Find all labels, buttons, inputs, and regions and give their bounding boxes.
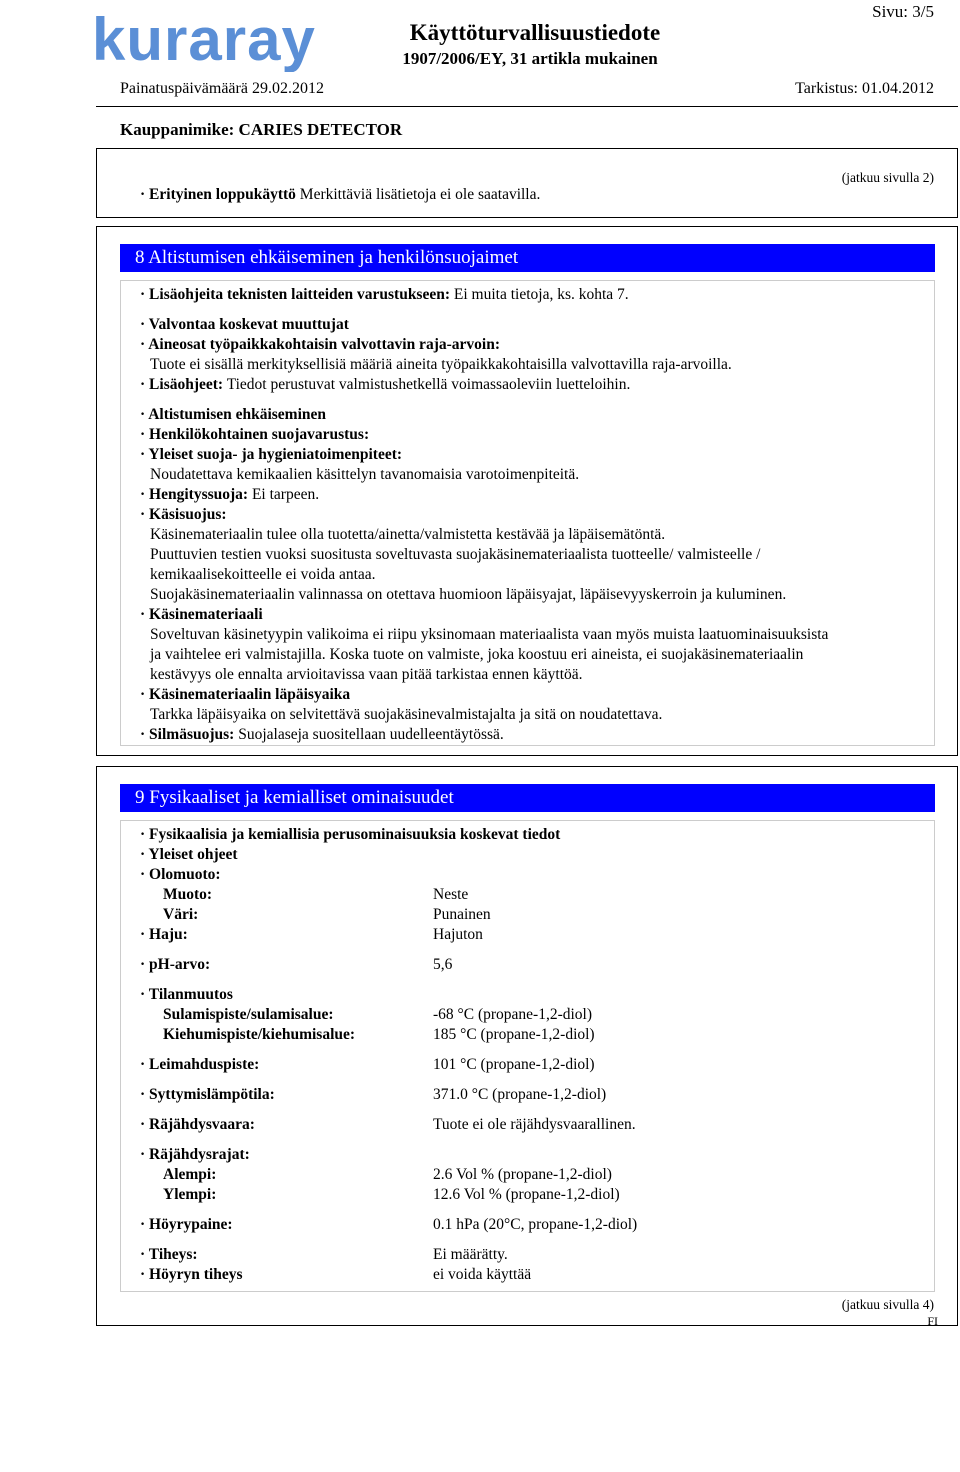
language-code: FI: [927, 1314, 938, 1328]
s9-ph-value: 5,6: [433, 956, 453, 973]
s8-limit-text: Tuote ei sisällä merkityksellisiä määriä aineita työpaikkakohtaisilla valvottavilla raja-arvoilla.: [150, 356, 732, 373]
s9-flash-label: · Leimahduspiste:: [140, 1056, 260, 1073]
s8-equipment-label: · Lisäohjeita teknisten laitteiden varustukseen:: [140, 286, 451, 303]
s8-control-params: · Valvontaa koskevat muuttujat: [140, 316, 349, 333]
s9-general: · Yleiset ohjeet: [140, 846, 238, 863]
s8-eye-line: [140, 726, 504, 744]
s8-respiratory-label: · Hengityssuoja:: [140, 486, 249, 503]
trade-name: Kauppanimike: CARIES DETECTOR: [120, 120, 403, 139]
header-divider: [96, 106, 958, 107]
s9-density-label: · Tiheys:: [140, 1246, 198, 1263]
svg-text:kuraray: kuraray: [92, 10, 316, 72]
s9-density-value: Ei määrätty.: [433, 1246, 508, 1263]
print-date: Painatuspäivämäärä 29.02.2012: [120, 80, 324, 97]
section-8-title: 8 Altistumisen ehkäiseminen ja henkilönsuojaimet: [120, 244, 935, 272]
s9-upper-value: 12.6 Vol % (propane-1,2-diol): [433, 1186, 620, 1203]
s8-exposure-controls: · Altistumisen ehkäiseminen: [140, 406, 327, 423]
s9-odor-value: Hajuton: [433, 926, 483, 943]
s8-limit-components: · Aineosat työpaikkakohtaisin valvottavin raja-arvoin:: [140, 336, 500, 353]
s9-explosion-label: · Räjähdysvaara:: [140, 1116, 255, 1133]
s9-vapour-density-label: · Höyryn tiheys: [140, 1266, 243, 1283]
s9-ignition-value: 371.0 °C (propane-1,2-diol): [433, 1086, 607, 1103]
s8-hand-text-3: kemikaalisekoitteelle ei voida antaa.: [150, 566, 376, 583]
s9-form-label: Muoto:: [163, 886, 213, 903]
s8-ppe: · Henkilökohtainen suojavarustus:: [140, 426, 370, 443]
s9-ph-label: · pH-arvo:: [140, 956, 211, 973]
s9-odor-label: · Haju:: [140, 926, 188, 943]
s8-equipment-line: [140, 286, 629, 304]
s8-glove-text-3: kestävyys ole ennalta arvioitavissa vaan pitää tarkistaa ennen käyttöä.: [150, 666, 583, 683]
s8-hand-text-4: Suojakäsinemateriaalin valinnassa on otettava huomioon läpäisyajat, läpäisevyyskerroin ja kuluminen.: [150, 586, 787, 603]
s8-glove-material: · Käsinemateriaali: [140, 606, 263, 623]
s8-hand-text-2: Puuttuvien testien vuoksi suositusta soveltuvasta suojakäsinemateriaalista tuotteelle/ valmisteelle /: [150, 546, 761, 563]
s8-hygiene-text: Noudatettava kemikaalien käsittelyn tavanomaisia varotoimenpiteitä.: [150, 466, 580, 483]
s8-additional-label: · Lisäohjeet:: [140, 376, 224, 393]
s8-respiratory-line: [140, 486, 319, 504]
s9-color-label: Väri:: [163, 906, 199, 923]
kuraray-logo: [92, 10, 324, 72]
s8-glove-text-1: Soveltuvan käsinetyypin valikoima ei riipu yksinomaan materiaalista vaan myös muista laatuominaisuuksista: [150, 626, 829, 643]
s8-eye-text: Suojalaseja suositellaan uudelleentäytössä.: [234, 726, 504, 743]
document-subtitle: 1907/2006/EY, 31 artikla mukainen: [402, 49, 658, 68]
s9-flash-value: 101 °C (propane-1,2-diol): [433, 1056, 595, 1073]
s9-lower-value: 2.6 Vol % (propane-1,2-diol): [433, 1166, 612, 1183]
document-title: Käyttöturvallisuustiedote: [409, 20, 661, 45]
s9-vapour-density-value: ei voida käyttää: [433, 1266, 532, 1283]
s9-boiling-value: 185 °C (propane-1,2-diol): [433, 1026, 595, 1043]
s9-color-value: Punainen: [433, 906, 491, 923]
s9-explosion-value: Tuote ei ole räjähdysvaarallinen.: [433, 1116, 636, 1133]
s8-equipment-text: Ei muita tietoja, ks. kohta 7.: [450, 286, 629, 303]
s8-additional-line: [140, 376, 630, 394]
s9-explosion-limits: · Räjähdysrajat:: [140, 1146, 250, 1163]
s8-hygiene: · Yleiset suoja- ja hygieniatoimenpiteet:: [140, 446, 403, 463]
end-use-text: Merkittäviä lisätietoja ei ole saatavilla.: [295, 186, 541, 203]
s9-appearance: · Olomuoto:: [140, 866, 221, 883]
s8-additional-text: Tiedot perustuvat valmistushetkellä voimassaoleviin luetteloihin.: [223, 376, 631, 393]
s9-basic-properties: · Fysikaalisia ja kemiallisia perusominaisuuksia koskevat tiedot: [140, 826, 561, 843]
s8-hand-text-1: Käsinemateriaalin tulee olla tuotetta/ainetta/valmistetta kestävää ja läpäisemätöntä.: [150, 526, 666, 543]
continued-from: (jatkuu sivulla 2): [841, 170, 934, 185]
page-number: Sivu: 3/5: [872, 2, 934, 21]
continued-on: (jatkuu sivulla 4): [841, 1297, 934, 1312]
s8-respiratory-text: Ei tarpeen.: [248, 486, 320, 503]
s9-melting-label: Sulamispiste/sulamisalue:: [163, 1006, 334, 1023]
s9-vapour-pressure-value: 0.1 hPa (20°C, propane-1,2-diol): [433, 1216, 638, 1233]
s9-ignition-label: · Syttymislämpötila:: [140, 1086, 275, 1103]
s9-vapour-pressure-label: · Höyrypaine:: [140, 1216, 233, 1233]
s8-hand-protection: · Käsisuojus:: [140, 506, 227, 523]
s9-melting-value: -68 °C (propane-1,2-diol): [433, 1006, 593, 1023]
s8-eye-label: · Silmäsuojus:: [140, 726, 235, 743]
s8-penetration-text: Tarkka läpäisyaika on selvitettävä suojakäsinevalmistajalta ja sitä on noudatettava.: [150, 706, 663, 723]
s9-upper-label: Ylempi:: [163, 1186, 217, 1203]
s8-glove-text-2: ja vaihtelee eri valmistajilla. Koska tuote on valmiste, joka koostuu eri aineista, ei suojakäsinemateriaalin: [150, 646, 804, 663]
end-use-label: · Erityinen loppukäyttö: [140, 186, 296, 203]
section-9-title: 9 Fysikaaliset ja kemialliset ominaisuudet: [120, 784, 935, 812]
s9-lower-label: Alempi:: [163, 1166, 217, 1183]
s9-boiling-label: Kiehumispiste/kiehumisalue:: [163, 1026, 356, 1043]
s9-state-change: · Tilanmuutos: [140, 986, 233, 1003]
end-use-line: [140, 186, 540, 204]
s9-form-value: Neste: [433, 886, 469, 903]
revision-date: Tarkistus: 01.04.2012: [795, 80, 934, 97]
s8-penetration-time: · Käsinemateriaalin läpäisyaika: [140, 686, 351, 703]
end-use-box: [96, 148, 958, 218]
